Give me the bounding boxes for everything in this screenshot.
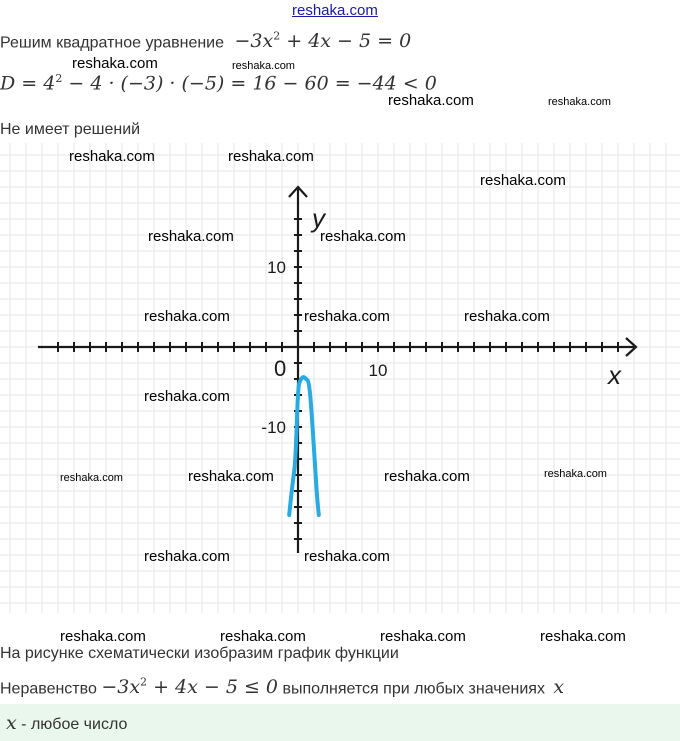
watermark: reshaka.com: [220, 628, 306, 645]
watermark: reshaka.com: [60, 472, 123, 484]
equation-math: $-3x^2 + 4x - 5 = 0$: [234, 30, 412, 53]
watermark: reshaka.com: [144, 388, 230, 405]
watermark: reshaka.com: [380, 628, 466, 645]
watermark: reshaka.com: [544, 468, 607, 480]
function-graph: [0, 143, 680, 613]
watermark: reshaka.com: [480, 172, 566, 189]
watermark: reshaka.com: [144, 308, 230, 325]
watermark: reshaka.com: [232, 60, 295, 72]
no-solutions-text: Не имеет решений: [0, 121, 141, 138]
x-tick-label: 10: [368, 361, 388, 380]
graph-caption: На рисунке схематически изобразим график функции: [0, 645, 399, 662]
equation-line: [0, 30, 411, 52]
y-tick-label: 10: [267, 258, 286, 277]
inequality-line: Неравенство $-3x^2 + 4x - 5 \le 0$ выполняется при любых значениях x: [0, 676, 565, 699]
watermark: reshaka.com: [548, 96, 611, 108]
watermark: reshaka.com: [148, 228, 234, 245]
watermark: reshaka.com: [60, 628, 146, 645]
watermark: reshaka.com: [144, 548, 230, 565]
inequality-math: $-3x^2 + 4x - 5 \le 0$: [101, 676, 279, 699]
watermark: reshaka.com: [228, 148, 314, 165]
answer-box: [0, 704, 680, 741]
watermark: reshaka.com: [464, 308, 550, 325]
y-axis-label: y: [312, 203, 325, 233]
site-link[interactable]: reshaka.com: [292, 2, 378, 19]
watermark: reshaka.com: [540, 628, 626, 645]
origin-label: 0: [274, 356, 287, 381]
watermark: reshaka.com: [388, 92, 474, 109]
watermark: reshaka.com: [320, 228, 406, 245]
watermark: reshaka.com: [304, 548, 390, 565]
watermark: reshaka.com: [69, 148, 155, 165]
grid: [0, 143, 680, 613]
x-axis-label: x: [608, 360, 621, 390]
discriminant-line: $D = 4^2 - 4 \cdot (-3) \cdot (-5) = 16 - 60 = -44 < 0$: [0, 72, 437, 95]
watermark: reshaka.com: [384, 468, 470, 485]
y-tick-label: -10: [261, 418, 286, 437]
watermark: reshaka.com: [72, 55, 158, 72]
watermark: reshaka.com: [304, 308, 390, 325]
intro-text: Решим квадратное уравнение: [0, 34, 225, 52]
watermark: reshaka.com: [188, 468, 274, 485]
answer-text: x - любое число: [6, 712, 128, 734]
